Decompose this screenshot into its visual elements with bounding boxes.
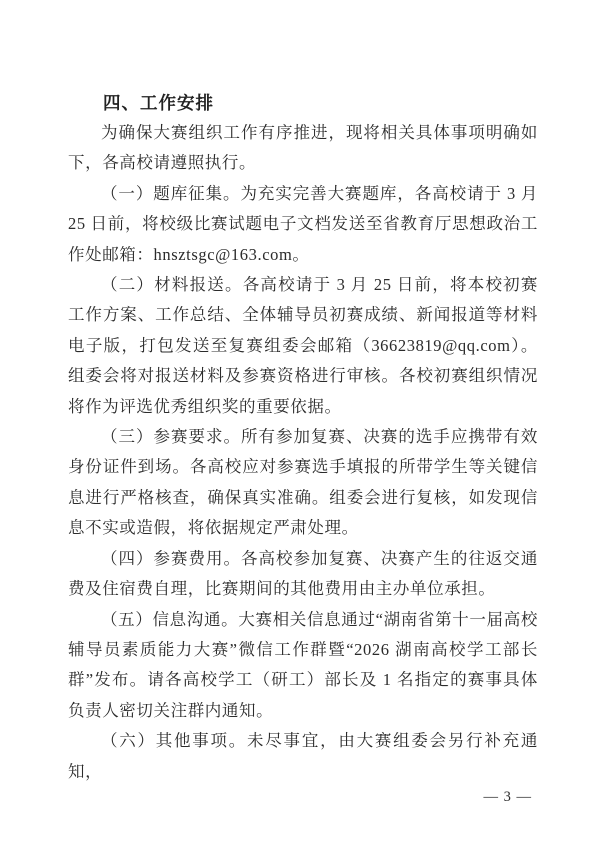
paragraph-item-6-other-matters: （六）其他事项。未尽事宜，由大赛组委会另行补充通知， [68,731,538,781]
page-number: — 3 — [483,789,532,805]
paragraph-item-5-communication: （五）信息沟通。大赛相关信息通过“湖南省第十一届高校辅导员素质能力大赛”微信工作群暨“2026 湖南高校学工部长群”发布。请各高校学工（研工）部长及 1 名指定的赛事具体负责人密切关注群内通知。 [68,609,538,720]
section-heading: 四、工作安排 [103,93,214,113]
paragraph-item-3-participation-requirements: （三）参赛要求。所有参加复赛、决赛的选手应携带有效身份证件到场。各高校应对参赛选手填报的所带学生等关键信息进行严格核查，确保真实准确。组委会进行复核，如发现信息不实或造假，将依据规定严肃处理。 [68,427,538,538]
paragraph-item-1-question-bank: （一）题库征集。为充实完善大赛题库，各高校请于 3 月 25 日前，将校级比赛试题电子文档发送至省教育厅思想政治工作处邮箱：hnsztsgc@163.com。 [68,183,538,264]
document-content [68,88,538,787]
paragraph-item-4-fees: （四）参赛费用。各高校参加复赛、决赛产生的往返交通费及住宿费自理，比赛期间的其他费用由主办单位承担。 [68,548,538,599]
paragraph-item-2-material-submission: （二）材料报送。各高校请于 3 月 25 日前，将本校初赛工作方案、工作总结、全体辅导员初赛成绩、新闻报道等材料电子版，打包发送至复赛组委会邮箱（36623819@qq.com）。组委会将对报送材料及参赛资格进行审核。各校初赛组织情况将作为评选优秀组织奖的重要依据。 [68,275,538,416]
paragraph-intro: 为确保大赛组织工作有序推进，现将相关具体事项明确如下，各高校请遵照执行。 [68,123,538,173]
